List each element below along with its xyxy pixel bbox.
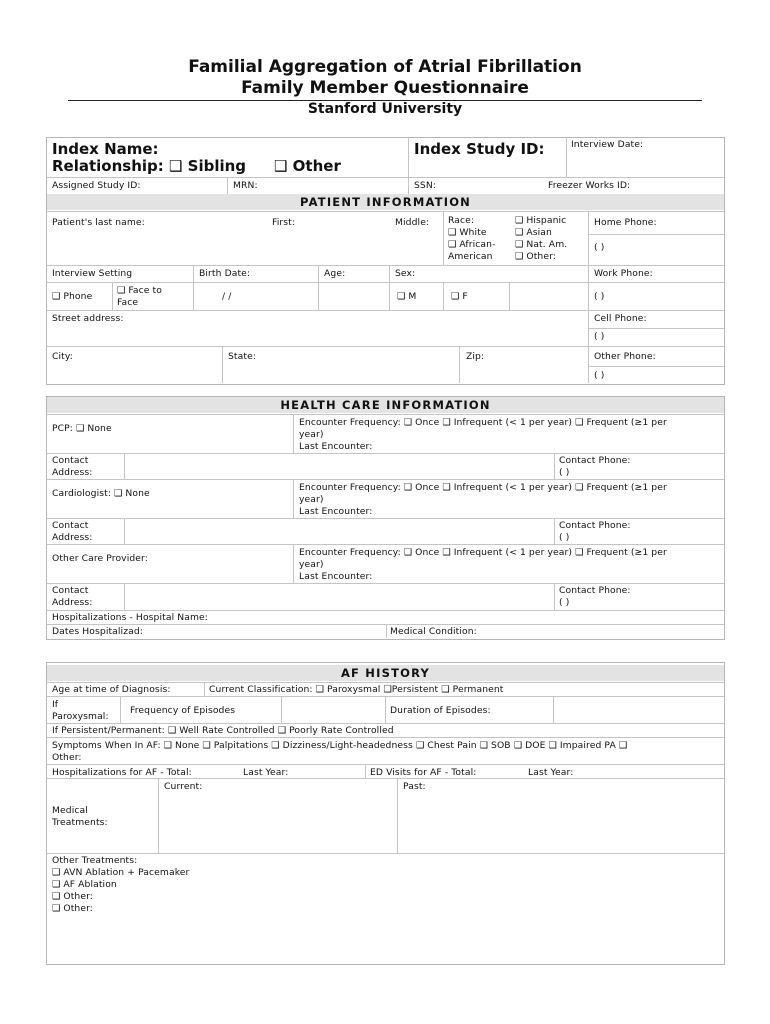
city-field[interactable]: City: <box>52 351 73 362</box>
index-study-id-label: Index Study ID: <box>414 140 545 158</box>
zip-field[interactable]: Zip: <box>466 351 485 362</box>
age-label: Age: <box>324 268 346 279</box>
setting-face-checkbox[interactable]: ❑ Face to <box>117 285 162 296</box>
mrn-field[interactable]: MRN: <box>233 180 258 191</box>
assigned-study-id[interactable]: Assigned Study ID: <box>52 180 141 191</box>
patient-info-heading: PATIENT INFORMATION <box>47 194 724 210</box>
hospital-name-field[interactable]: Hospitalizations - Hospital Name: <box>52 612 208 623</box>
race-african[interactable]: ❑ African- <box>448 239 496 250</box>
cardio-contact-phone: Contact Phone: <box>559 520 631 531</box>
other-last-encounter[interactable]: Last Encounter: <box>299 571 373 582</box>
treatments-label: Treatments: <box>52 817 108 828</box>
pcp-phone-input[interactable]: ( ) <box>559 467 570 478</box>
home-phone-label: Home Phone: <box>594 217 657 228</box>
cell-phone-label: Cell Phone: <box>594 313 647 324</box>
race-label: Race: <box>448 215 475 226</box>
cell-phone-input[interactable]: ( ) <box>594 331 605 342</box>
age-at-diagnosis[interactable]: Age at time of Diagnosis: <box>52 684 171 695</box>
race-hispanic[interactable]: ❑ Hispanic <box>515 215 567 226</box>
birth-date-label: Birth Date: <box>199 268 251 279</box>
other-provider-label[interactable]: Other Care Provider: <box>52 553 148 564</box>
pcp-contact-label: Contact <box>52 455 89 466</box>
hospitalizations-af-total[interactable]: Hospitalizations for AF - Total: <box>52 767 192 778</box>
symptoms-other[interactable]: Other: <box>52 752 82 763</box>
other-phone-input[interactable]: ( ) <box>559 597 570 608</box>
form-title: Familial Aggregation of Atrial Fibrillation <box>188 57 582 77</box>
current-treatments[interactable]: Current: <box>164 781 203 792</box>
if-label: If <box>52 699 59 710</box>
cardio-phone-input[interactable]: ( ) <box>559 532 570 543</box>
index-name-label: Index Name: <box>52 140 159 158</box>
frequency-episodes[interactable]: Frequency of Episodes <box>130 705 236 716</box>
cardio-encounter-year: year) <box>299 494 324 505</box>
setting-phone-checkbox[interactable]: ❑ Phone <box>52 291 93 302</box>
middle-name[interactable]: Middle: <box>395 217 430 228</box>
patient-last-name[interactable]: Patient's last name: <box>52 217 145 228</box>
form-subtitle: Family Member Questionnaire <box>241 78 529 98</box>
home-phone-input[interactable]: ( ) <box>594 242 605 253</box>
medical-label: Medical <box>52 805 88 816</box>
avn-ablation-checkbox[interactable]: ❑ AVN Ablation + Pacemaker <box>52 867 190 878</box>
other-contact-label: Contact <box>52 585 89 596</box>
first-name[interactable]: First: <box>272 217 296 228</box>
paroxysmal-label: Paroxysmal: <box>52 711 109 722</box>
other-address-label: Address: <box>52 597 93 608</box>
cardio-address-label: Address: <box>52 532 93 543</box>
pcp-encounter-year: year) <box>299 429 324 440</box>
race-white[interactable]: ❑ White <box>448 227 487 238</box>
af-ablation-checkbox[interactable]: ❑ AF Ablation <box>52 879 117 890</box>
other-encounter-year: year) <box>299 559 324 570</box>
duration-episodes[interactable]: Duration of Episodes: <box>390 705 491 716</box>
ed-visits-total[interactable]: ED Visits for AF - Total: <box>370 767 477 778</box>
pcp-none-checkbox[interactable]: PCP: ❑ None <box>52 423 112 434</box>
persistent-rate-control[interactable]: If Persistent/Permanent: ❑ Well Rate Controlled ❑ Poorly Rate Controlled <box>52 725 394 736</box>
health-info-heading: HEALTH CARE INFORMATION <box>47 397 724 413</box>
pcp-encounter-frequency[interactable]: Encounter Frequency: ❑ Once ❑ Infrequent (< 1 per year) ❑ Frequent (≥1 per <box>299 417 667 428</box>
other-encounter-frequency[interactable]: Encounter Frequency: ❑ Once ❑ Infrequent (< 1 per year) ❑ Frequent (≥1 per <box>299 547 667 558</box>
sex-female-checkbox[interactable]: ❑ F <box>451 291 468 302</box>
work-phone-input[interactable]: ( ) <box>594 291 605 302</box>
other-contact-phone: Contact Phone: <box>559 585 631 596</box>
relationship-other[interactable]: ❑ Other <box>274 157 341 175</box>
pcp-contact-phone: Contact Phone: <box>559 455 631 466</box>
other-treatment-2[interactable]: ❑ Other: <box>52 903 93 914</box>
birth-date-input[interactable]: / / <box>222 291 232 302</box>
past-treatments[interactable]: Past: <box>403 781 426 792</box>
street-address[interactable]: Street address: <box>52 313 124 324</box>
medical-condition-field[interactable]: Medical Condition: <box>390 626 477 637</box>
race-nat-am[interactable]: ❑ Nat. Am. <box>515 239 568 250</box>
other-phone-label: Other Phone: <box>594 351 656 362</box>
current-classification[interactable]: Current Classification: ❑ Paroxysmal ❑Persistent ❑ Permanent <box>209 684 504 695</box>
other-treatments-label: Other Treatments: <box>52 855 138 866</box>
relationship-sibling[interactable]: Relationship: ❑ Sibling <box>52 157 247 175</box>
dates-hospitalized-field[interactable]: Dates Hospitalizad: <box>52 626 143 637</box>
institution: Stanford University <box>307 101 463 117</box>
freezer-works-id[interactable]: Freezer Works ID: <box>548 180 631 191</box>
sex-male-checkbox[interactable]: ❑ M <box>397 291 417 302</box>
state-field[interactable]: State: <box>228 351 257 362</box>
race-american: American <box>448 251 493 262</box>
cardiologist-none-checkbox[interactable]: Cardiologist: ❑ None <box>52 488 150 499</box>
pcp-address-label: Address: <box>52 467 93 478</box>
ssn-field[interactable]: SSN: <box>414 180 437 191</box>
work-phone-label: Work Phone: <box>594 268 653 279</box>
hospitalizations-last-year[interactable]: Last Year: <box>243 767 289 778</box>
race-asian[interactable]: ❑ Asian <box>515 227 552 238</box>
cardio-last-encounter[interactable]: Last Encounter: <box>299 506 373 517</box>
symptoms-in-af[interactable]: Symptoms When In AF: ❑ None ❑ Palpitations ❑ Dizziness/Light-headedness ❑ Chest Pain ❑ SOB ❑ DOE ❑ Impaired PA ❑ <box>52 740 628 751</box>
cardio-encounter-frequency[interactable]: Encounter Frequency: ❑ Once ❑ Infrequent (< 1 per year) ❑ Frequent (≥1 per <box>299 482 667 493</box>
setting-face-label2: Face <box>117 297 139 308</box>
other-treatment-1[interactable]: ❑ Other: <box>52 891 93 902</box>
sex-label: Sex: <box>395 268 416 279</box>
ed-visits-last-year[interactable]: Last Year: <box>528 767 574 778</box>
interview-setting-label: Interview Setting <box>52 268 133 279</box>
race-other[interactable]: ❑ Other: <box>515 251 556 262</box>
pcp-last-encounter[interactable]: Last Encounter: <box>299 441 373 452</box>
interview-date-label: Interview Date: <box>571 139 644 150</box>
af-history-heading: AF HISTORY <box>47 665 724 681</box>
cardio-contact-label: Contact <box>52 520 89 531</box>
other-phone-input[interactable]: ( ) <box>594 370 605 381</box>
